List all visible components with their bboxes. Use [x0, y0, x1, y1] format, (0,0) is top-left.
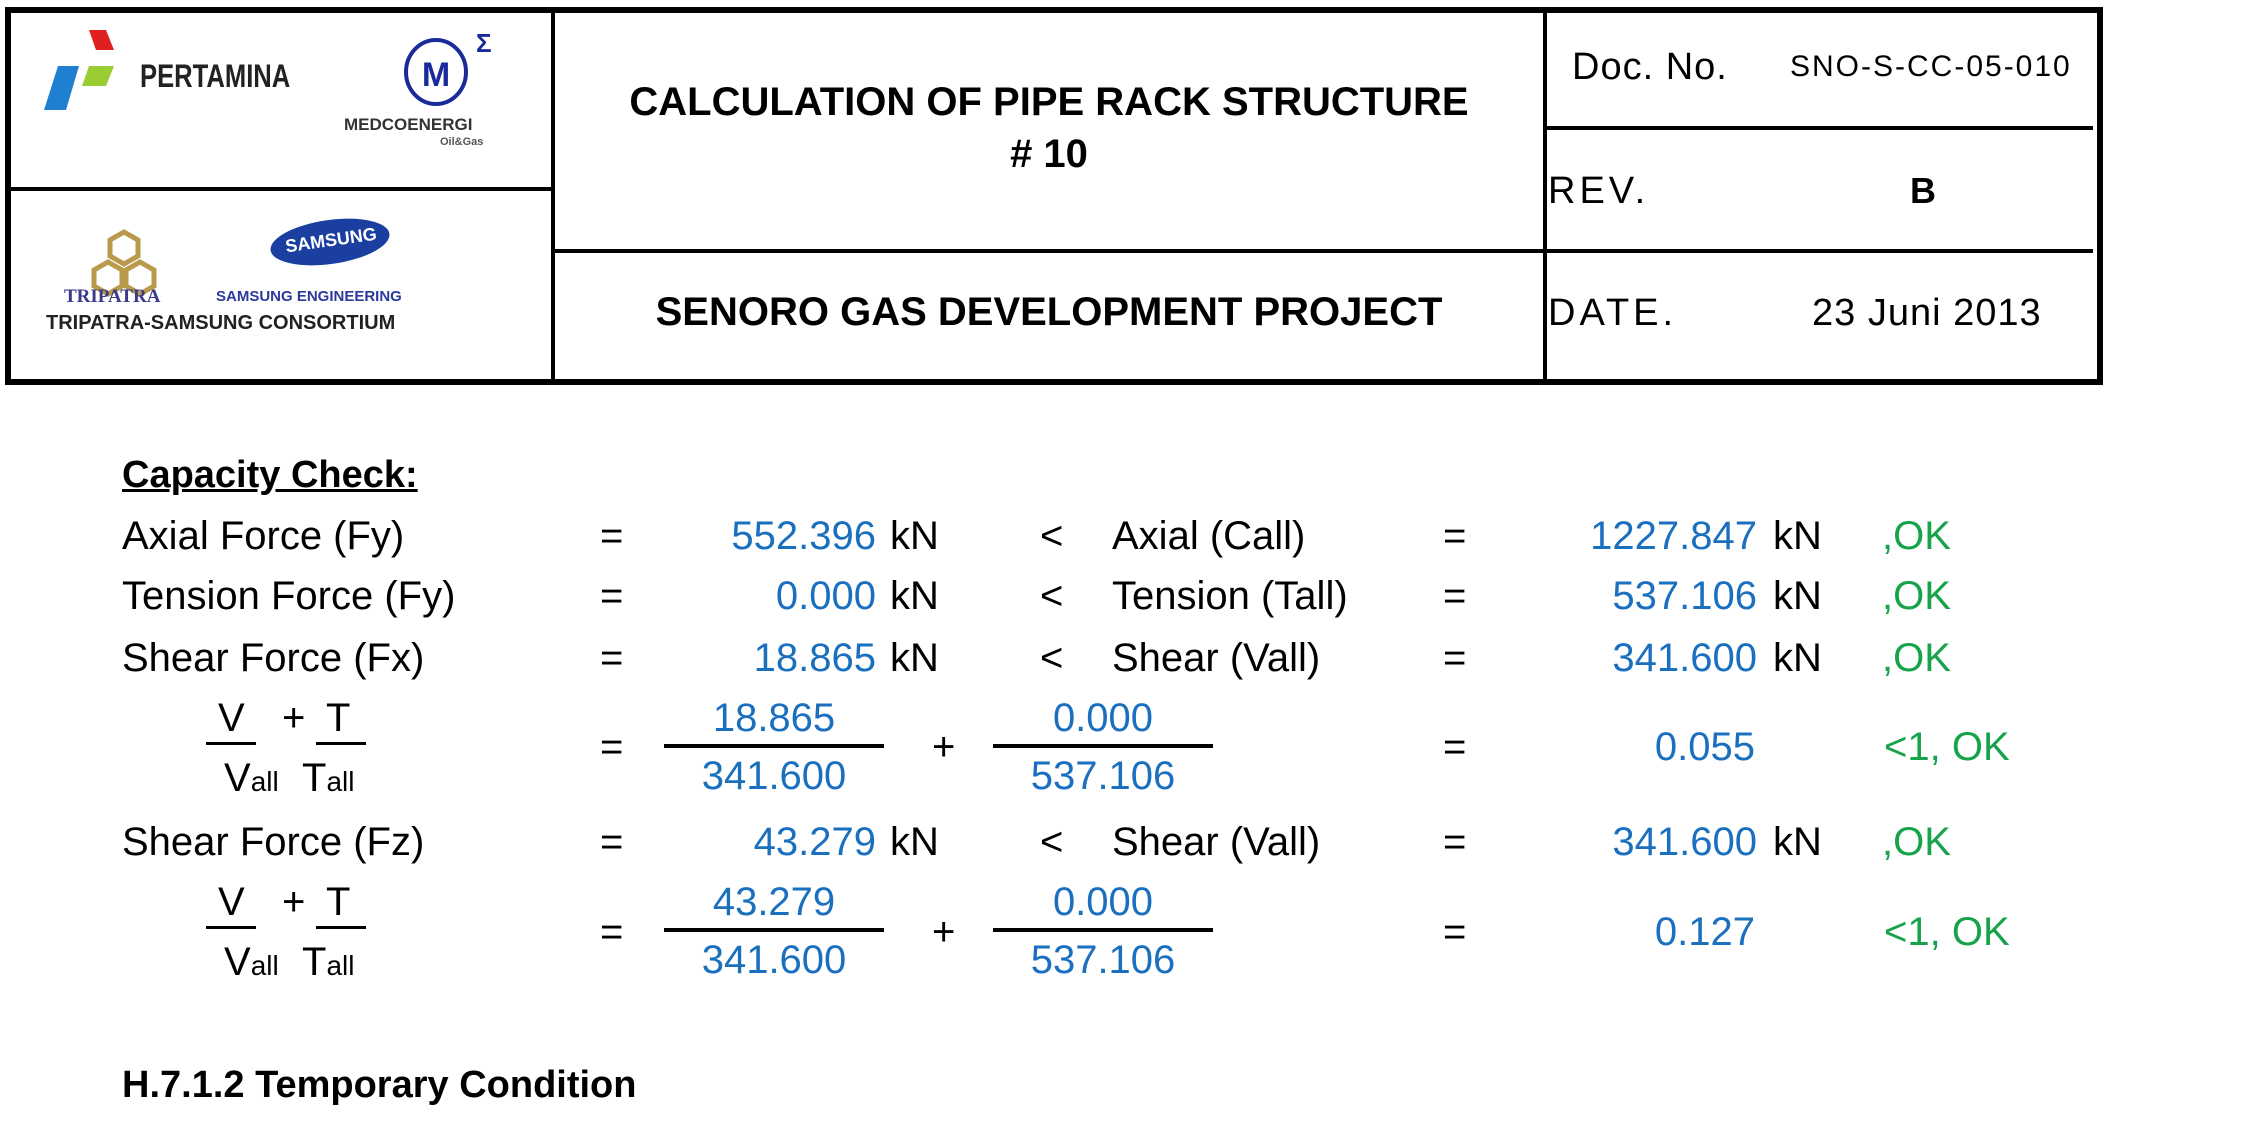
- tripatra-text: TRIPATRA: [64, 286, 161, 307]
- plus-sign: +: [932, 910, 956, 954]
- row-value: 43.279: [753, 820, 876, 864]
- less-than-sign: <: [1040, 636, 1064, 680]
- denominator: 537.106: [1030, 754, 1176, 798]
- formula-t: T: [302, 756, 327, 800]
- medco-logo-text: MEDCOENERGI: [344, 115, 473, 134]
- formula-plus: +: [282, 880, 306, 924]
- divider: [1543, 126, 2093, 130]
- formula-t: T: [302, 940, 327, 984]
- equals-sign: =: [600, 514, 624, 558]
- compare-value: 341.600: [1612, 636, 1757, 680]
- row-value: 0.000: [775, 574, 876, 618]
- row-label: Axial Force (Fy): [122, 514, 405, 558]
- formula-subscript: all: [250, 766, 279, 797]
- divider: [1543, 7, 1547, 385]
- fraction-bar: [664, 744, 884, 748]
- status-ok: <1, OK: [1884, 910, 2010, 954]
- formula-underline: [316, 926, 366, 929]
- denominator: 537.106: [1030, 938, 1176, 982]
- formula-subscript: all: [326, 766, 355, 797]
- compare-value: 1227.847: [1590, 514, 1757, 558]
- section-heading: H.7.1.2 Temporary Condition: [122, 1064, 637, 1106]
- numerator: 0.000: [1052, 696, 1154, 740]
- medco-logo-sub: Oil&Gas: [440, 136, 484, 148]
- status-ok: ,OK: [1882, 574, 1951, 618]
- less-than-sign: <: [1040, 574, 1064, 618]
- formula-v: V: [218, 696, 245, 740]
- formula-vall: [224, 940, 279, 988]
- divider: [551, 249, 1545, 253]
- formula-subscript: all: [250, 950, 279, 981]
- rev-label: REV.: [1548, 170, 1650, 212]
- rev-value: B: [1910, 170, 1936, 211]
- formula-vall: [224, 756, 279, 804]
- row-label: Tension Force (Fy): [122, 574, 456, 618]
- formula-v: V: [224, 940, 251, 984]
- pertamina-logo: [44, 30, 129, 115]
- compare-label: Tension (Tall): [1112, 574, 1348, 618]
- date-value: 23 Juni 2013: [1812, 292, 2042, 334]
- status-ok: ,OK: [1882, 636, 1951, 680]
- capacity-check-heading: Capacity Check:: [122, 454, 418, 496]
- formula-t: T: [326, 880, 351, 924]
- equals-sign: =: [600, 636, 624, 680]
- row-label: Shear Force (Fz): [122, 820, 425, 864]
- unit: kN: [1773, 514, 1822, 558]
- formula-underline: [206, 742, 256, 745]
- equals-sign: =: [1443, 574, 1467, 618]
- numerator: 18.865: [712, 696, 836, 740]
- equals-sign: =: [1443, 725, 1467, 769]
- fraction-bar: [993, 928, 1213, 932]
- date-label: DATE.: [1548, 292, 1678, 334]
- samsung-engineering-text: SAMSUNG ENGINEERING: [216, 288, 402, 305]
- project-name: SENORO GAS DEVELOPMENT PROJECT: [655, 290, 1443, 334]
- compare-value: 341.600: [1612, 820, 1757, 864]
- unit: kN: [1773, 820, 1822, 864]
- less-than-sign: <: [1040, 514, 1064, 558]
- unit: kN: [890, 636, 939, 680]
- row-value: 18.865: [753, 636, 876, 680]
- formula-v: V: [218, 880, 245, 924]
- unit: kN: [890, 514, 939, 558]
- document-number-title: # 10: [1010, 132, 1088, 176]
- equals-sign: =: [600, 574, 624, 618]
- unit: kN: [1773, 636, 1822, 680]
- status-ok: ,OK: [1882, 514, 1951, 558]
- consortium-text: TRIPATRA-SAMSUNG CONSORTIUM: [46, 312, 396, 334]
- doc-no-label: Doc. No.: [1572, 46, 1728, 88]
- formula-tall: [302, 940, 354, 988]
- ratio-result: 0.055: [1654, 725, 1755, 769]
- divider: [5, 187, 553, 191]
- row-value: 552.396: [731, 514, 876, 558]
- formula-subscript: all: [326, 950, 355, 981]
- unit: kN: [890, 820, 939, 864]
- equals-sign: =: [600, 910, 624, 954]
- denominator: 341.600: [701, 938, 847, 982]
- pertamina-logo-text: PERTAMINA: [140, 58, 291, 94]
- fraction-bar: [664, 928, 884, 932]
- ratio-result: 0.127: [1654, 910, 1755, 954]
- equals-sign: =: [600, 725, 624, 769]
- unit: kN: [890, 574, 939, 618]
- compare-label: Shear (Vall): [1112, 820, 1321, 864]
- equals-sign: =: [1443, 820, 1467, 864]
- denominator: 341.600: [701, 754, 847, 798]
- plus-sign: +: [932, 725, 956, 769]
- formula-t: T: [326, 696, 351, 740]
- status-ok: <1, OK: [1884, 725, 2010, 769]
- unit: kN: [1773, 574, 1822, 618]
- less-than-sign: <: [1040, 820, 1064, 864]
- row-label: Shear Force (Fx): [122, 636, 425, 680]
- formula-plus: +: [282, 696, 306, 740]
- document-title: CALCULATION OF PIPE RACK STRUCTURE: [629, 80, 1469, 124]
- numerator: 0.000: [1052, 880, 1154, 924]
- equals-sign: =: [1443, 636, 1467, 680]
- formula-underline: [206, 926, 256, 929]
- fraction-bar: [993, 744, 1213, 748]
- compare-label: Shear (Vall): [1112, 636, 1321, 680]
- svg-text:Σ: Σ: [476, 30, 492, 58]
- svg-text:M: M: [421, 56, 451, 94]
- equals-sign: =: [600, 820, 624, 864]
- equals-sign: =: [1443, 910, 1467, 954]
- compare-label: Axial (Call): [1112, 514, 1306, 558]
- formula-underline: [316, 742, 366, 745]
- compare-value: 537.106: [1612, 574, 1757, 618]
- medco-logo: [398, 30, 493, 115]
- samsung-logo-text: SAMSUNG: [283, 223, 378, 257]
- formula-v: V: [224, 756, 251, 800]
- formula-tall: [302, 756, 354, 804]
- equals-sign: =: [1443, 514, 1467, 558]
- divider: [1543, 249, 2093, 253]
- numerator: 43.279: [712, 880, 836, 924]
- doc-no-value: SNO-S-CC-05-010: [1790, 50, 2072, 83]
- status-ok: ,OK: [1882, 820, 1951, 864]
